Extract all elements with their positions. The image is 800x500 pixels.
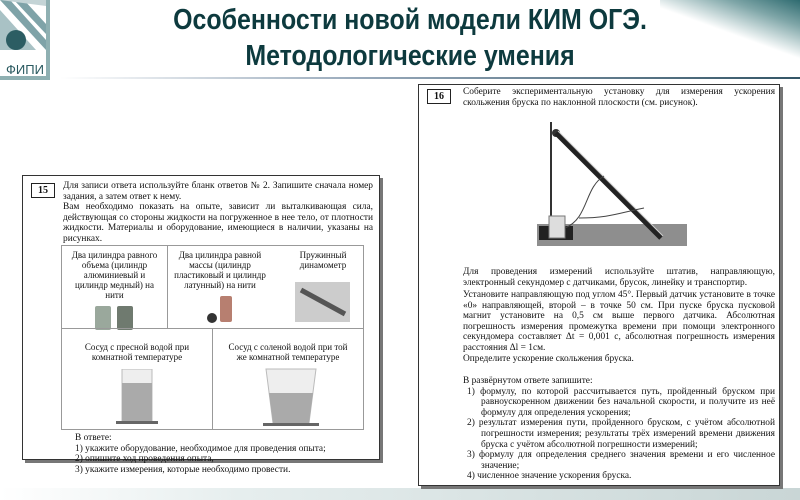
answer-requirements <box>463 376 775 482</box>
logo-mark-icon <box>0 0 46 60</box>
task-number: 15 <box>31 183 55 198</box>
answer-heading: В развёрнутом ответе запишите: <box>463 376 593 386</box>
answer-item: 3) формулу для определения среднего значения времени и его численное значение; <box>467 450 775 471</box>
equipment-label: Два цилиндра равного объема (цилиндр алюминиевый и цилиндр медный) на нити <box>71 250 158 300</box>
task-16-panel <box>418 84 780 486</box>
answer-item: 1) укажите оборудование, необходимое для проведения опыта; <box>75 443 326 454</box>
answer-item: 1) формулу, по которой рассчитывается путь, пройденный бруском при равноускоренном движении без начальной скорости, и получите из неё формулу для определения ускорения; <box>467 386 775 418</box>
dynamometer-image <box>295 282 350 322</box>
equipment-label: Два цилиндра равной массы (цилиндр пластиковый и цилиндр латунный) на нити <box>174 250 266 290</box>
task-instructions-setup: Установите направляющую под углом 45°. Первый датчик установите в точке «0» направляющей, второй – в точке 50 см. При пуске бруска пусковой магнит установите на 0,5 см выше первого датчика. Абсолютная погрешность измерения промежутка времени при помощи электронного секундомера составляет Δt = 0,001 с, абсолютная погрешность измерения расстояния Δl = 1см. <box>463 290 775 353</box>
apparatus-image <box>529 118 689 258</box>
task-question: Определите ускорение скольжения бруска. <box>463 354 634 364</box>
equipment-cell-cylinders-volume <box>61 245 168 329</box>
equipment-cell-fresh-water <box>61 328 213 430</box>
equipment-label: Пружинный динамометр <box>299 250 347 270</box>
equipment-cell-cylinders-mass <box>167 245 364 329</box>
equipment-cell-salt-water <box>212 328 364 430</box>
slide-title-line1: Особенности новой модели КИМ ОГЭ. <box>173 4 647 36</box>
answer-item: 2) результат измерения пути, пройденного бруском, с учётом абсолютной погрешности измерения; результаты трёх измерений времени движения бруска с учётом абсолютной погрешности измерений; <box>467 418 775 450</box>
salt-water-vessel-image <box>261 367 321 429</box>
task-body: Вам необходимо показать на опыте, зависит ли выталкивающая сила, действующая со стороны жидкости на погруженное в нее тело, от плотности жидкости. Материалы и оборудование, имеющиеся в наличии, указаны на рисунках. <box>63 202 373 244</box>
equipment-label: Сосуд с соленой водой при той же комнатной температуре <box>228 342 348 362</box>
task-intro: Соберите экспериментальную установку для измерения ускорения скольжения бруска по наклонной плоскости (см. рисунок). <box>463 87 775 108</box>
task-number: 16 <box>427 89 451 104</box>
task-instructions-equipment: Для проведения измерений используйте штатив, направляющую, электронный секундомер с датчиками, брусок, линейку и транспортир. <box>463 267 775 288</box>
answer-item: 3) укажите измерения, которые необходимо провести. <box>75 464 291 475</box>
decorative-bottom-bar <box>0 488 800 500</box>
equipment-label: Сосуд с пресной водой при комнатной температуре <box>84 342 190 362</box>
answer-item: 4) численное значение ускорения бруска. <box>467 471 632 482</box>
title-divider <box>60 77 800 79</box>
answer-heading: В ответе: <box>75 433 112 443</box>
fipi-logo <box>0 0 50 80</box>
task-intro: Для записи ответа используйте бланк ответов № 2. Запишите сначала номер задания, а затем ответ к нему. <box>63 181 373 202</box>
answer-item: 2) опишите ход проведения опыта, <box>75 454 214 465</box>
slide-title-line2: Методологические умения <box>245 40 575 72</box>
task-15-panel <box>22 175 380 475</box>
logo-text: ФИПИ <box>6 62 44 77</box>
cylinders-image <box>204 294 244 324</box>
fresh-water-vessel-image <box>112 369 162 429</box>
answer-requirements <box>75 433 375 475</box>
